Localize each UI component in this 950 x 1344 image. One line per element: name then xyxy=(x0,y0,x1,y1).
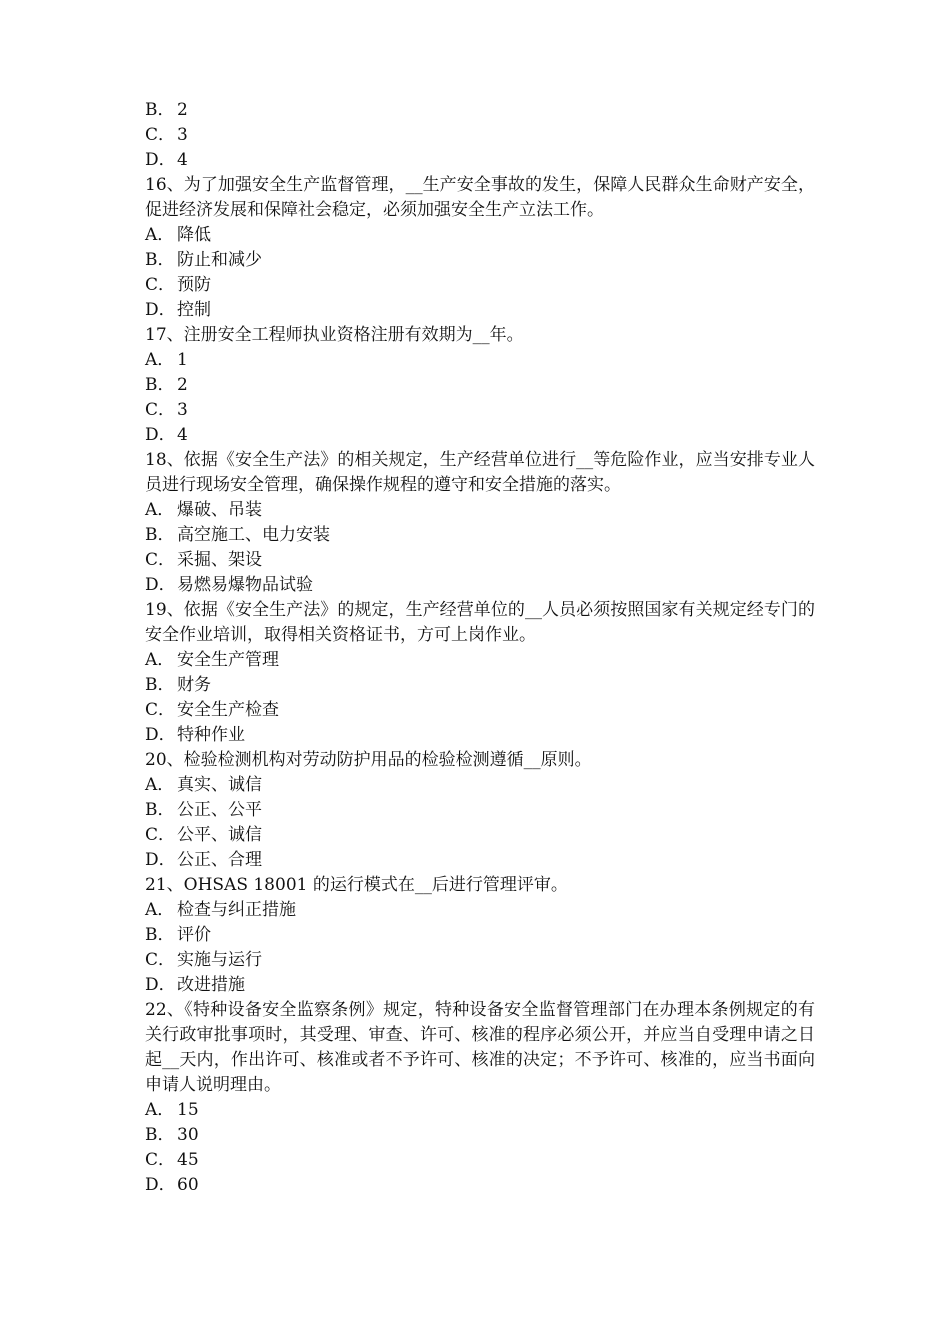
option-line xyxy=(145,848,815,873)
option-line xyxy=(145,673,815,698)
option-line xyxy=(145,148,815,173)
option-line xyxy=(145,123,815,148)
document-page xyxy=(145,98,815,1198)
option-text: 1 xyxy=(177,350,188,370)
option-letter: C． xyxy=(145,275,176,295)
option-letter: D． xyxy=(145,850,176,870)
option-letter: D． xyxy=(145,300,176,320)
question-text: 22、《特种设备安全监察条例》规定，特种设备安全监督管理部门在办理本条例规定的有关行政审批事项时，其受理、审查、许可、核准的程序必须公开，并应当自受理申请之日起__天内，作出许可、核准或者不予许可、核准的决定；不予许可、核准的，应当书面向申请人说明理由。 xyxy=(145,1000,815,1095)
question-text: 17、注册安全工程师执业资格注册有效期为__年。 xyxy=(145,325,524,345)
option-letter: C． xyxy=(145,825,176,845)
option-letter: C． xyxy=(145,125,176,145)
option-line xyxy=(145,548,815,573)
option-text: 真实、诚信 xyxy=(177,775,262,795)
option-letter: B． xyxy=(145,1125,175,1145)
option-line xyxy=(145,223,815,248)
option-text: 60 xyxy=(177,1175,199,1195)
option-line xyxy=(145,573,815,598)
option-line xyxy=(145,273,815,298)
option-line xyxy=(145,723,815,748)
question-text: 19、依据《安全生产法》的规定，生产经营单位的__人员必须按照国家有关规定经专门的安全作业培训，取得相关资格证书，方可上岗作业。 xyxy=(145,600,815,645)
option-text: 易燃易爆物品试验 xyxy=(177,575,313,595)
option-text: 财务 xyxy=(177,675,211,695)
option-text: 防止和减少 xyxy=(177,250,262,270)
question-21 xyxy=(145,873,815,998)
option-text: 降低 xyxy=(177,225,211,245)
option-line xyxy=(145,773,815,798)
option-text: 4 xyxy=(177,425,188,445)
option-text: 公正、合理 xyxy=(177,850,262,870)
option-line xyxy=(145,373,815,398)
option-text: 控制 xyxy=(177,300,211,320)
option-text: 3 xyxy=(177,400,188,420)
option-letter: C． xyxy=(145,700,176,720)
option-line xyxy=(145,498,815,523)
option-text: 改进措施 xyxy=(177,975,245,995)
question-17 xyxy=(145,323,815,448)
option-text: 2 xyxy=(177,375,188,395)
question-16 xyxy=(145,173,815,323)
option-line xyxy=(145,973,815,998)
question-text: 16、为了加强安全生产监督管理，__生产安全事故的发生，保障人民群众生命财产安全，促进经济发展和保障社会稳定，必须加强安全生产立法工作。 xyxy=(145,175,815,220)
option-letter: D． xyxy=(145,425,176,445)
option-line xyxy=(145,648,815,673)
option-letter: C． xyxy=(145,400,176,420)
option-text: 特种作业 xyxy=(177,725,245,745)
option-letter: A． xyxy=(145,1100,175,1120)
option-text: 30 xyxy=(177,1125,199,1145)
option-letter: B． xyxy=(145,925,175,945)
option-letter: C． xyxy=(145,950,176,970)
option-line xyxy=(145,98,815,123)
option-text: 3 xyxy=(177,125,188,145)
option-line xyxy=(145,298,815,323)
option-line xyxy=(145,1173,815,1198)
option-letter: C． xyxy=(145,1150,176,1170)
question-22 xyxy=(145,998,815,1198)
option-letter: B． xyxy=(145,375,175,395)
option-line xyxy=(145,698,815,723)
option-text: 高空施工、电力安装 xyxy=(177,525,330,545)
option-letter: B． xyxy=(145,800,175,820)
option-letter: C． xyxy=(145,550,176,570)
option-text: 采掘、架设 xyxy=(177,550,262,570)
question-18 xyxy=(145,448,815,598)
option-line xyxy=(145,923,815,948)
option-letter: B． xyxy=(145,250,175,270)
option-letter: B． xyxy=(145,100,175,120)
option-letter: A． xyxy=(145,775,175,795)
option-text: 实施与运行 xyxy=(177,950,262,970)
option-letter: A． xyxy=(145,900,175,920)
option-line xyxy=(145,348,815,373)
option-line xyxy=(145,1148,815,1173)
option-line xyxy=(145,798,815,823)
option-text: 爆破、吊装 xyxy=(177,500,262,520)
option-text: 检查与纠正措施 xyxy=(177,900,296,920)
option-letter: D． xyxy=(145,975,176,995)
option-letter: B． xyxy=(145,525,175,545)
option-letter: A． xyxy=(145,500,175,520)
option-text: 45 xyxy=(177,1150,199,1170)
option-line xyxy=(145,1123,815,1148)
option-text: 2 xyxy=(177,100,188,120)
option-line xyxy=(145,1098,815,1123)
question-text: 18、依据《安全生产法》的相关规定，生产经营单位进行__等危险作业，应当安排专业人员进行现场安全管理，确保操作规程的遵守和安全措施的落实。 xyxy=(145,450,815,495)
option-letter: D． xyxy=(145,725,176,745)
option-line xyxy=(145,898,815,923)
option-line xyxy=(145,248,815,273)
option-letter: D． xyxy=(145,150,176,170)
option-text: 4 xyxy=(177,150,188,170)
option-letter: A． xyxy=(145,350,175,370)
option-line xyxy=(145,423,815,448)
option-letter: A． xyxy=(145,225,175,245)
option-line xyxy=(145,523,815,548)
option-letter: B． xyxy=(145,675,175,695)
option-text: 公正、公平 xyxy=(177,800,262,820)
question-19 xyxy=(145,598,815,748)
option-text: 评价 xyxy=(177,925,211,945)
option-letter: D． xyxy=(145,1175,176,1195)
question-text: 20、检验检测机构对劳动防护用品的检验检测遵循__原则。 xyxy=(145,750,592,770)
option-line xyxy=(145,823,815,848)
option-line xyxy=(145,398,815,423)
option-text: 安全生产管理 xyxy=(177,650,279,670)
option-text: 预防 xyxy=(177,275,211,295)
option-text: 安全生产检查 xyxy=(177,700,279,720)
option-text: 15 xyxy=(177,1100,199,1120)
option-letter: A． xyxy=(145,650,175,670)
option-letter: D． xyxy=(145,575,176,595)
question-20 xyxy=(145,748,815,873)
option-line xyxy=(145,948,815,973)
option-text: 公平、诚信 xyxy=(177,825,262,845)
question-text: 21、OHSAS 18001 的运行模式在__后进行管理评审。 xyxy=(145,875,568,895)
